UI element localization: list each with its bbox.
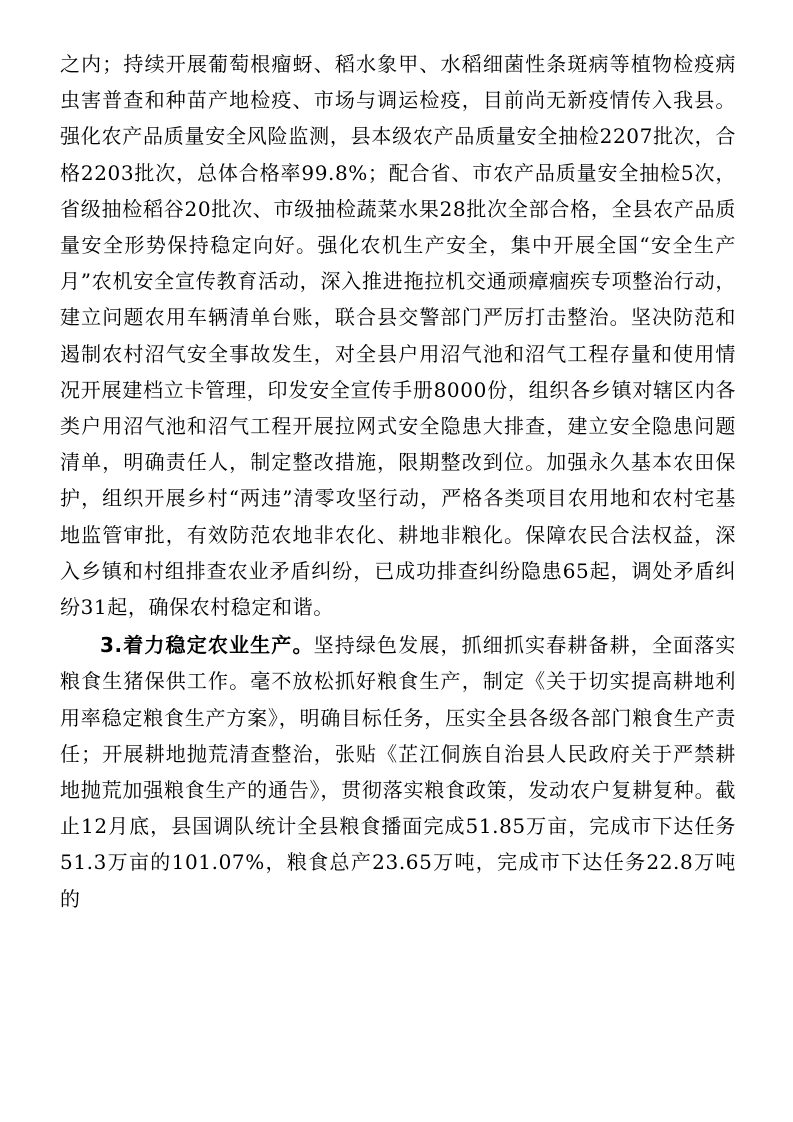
- section-body-3: 坚持绿色发展，抓细抓实春耕备耕，全面落实粮食生猪保供工作。毫不放松抓好粮食生产，制定《关于切实提高耕地利用率稳定粮食生产方案》，明确目标任务，压实全县各级各部门粮食生产责任；开展耕地抛荒清查整治，张贴《芷江侗族自治县人民政府关于严禁耕地抛荒加强粮食生产的通告》，贯彻落实粮食政策，发动农户复耕复种。截止12月底，县国调队统计全县粮食播面完成51.85万亩，完成市下达任务51.3万亩的101.07%，粮食总产23.65万吨，完成市下达任务22.8万吨的: [60, 633, 736, 911]
- body-paragraph-2: [60, 627, 736, 917]
- document-page: [60, 46, 736, 917]
- body-paragraph-1: 之内；持续开展葡萄根瘤蚜、稻水象甲、水稻细菌性条斑病等植物检疫病虫害普查和种苗产地检疫、市场与调运检疫，目前尚无新疫情传入我县。强化农产品质量安全风险监测，县本级农产品质量安全抽检2207批次，合格2203批次，总体合格率99.8%；配合省、市农产品质量安全抽检5次，省级抽检稻谷20批次、市级抽检蔬菜水果28批次全部合格，全县农产品质量安全形势保持稳定向好。强化农机生产安全，集中开展全国“安全生产月”农机安全宣传教育活动，深入推进拖拉机交通顽瘴痼疾专项整治行动，建立问题农用车辆清单台账，联合县交警部门严厉打击整治。坚决防范和遏制农村沼气安全事故发生，对全县户用沼气池和沼气工程存量和使用情况开展建档立卡管理，印发安全宣传手册8000份，组织各乡镇对辖区内各类户用沼气池和沼气工程开展拉网式安全隐患大排查，建立安全隐患问题清单，明确责任人，制定整改措施，限期整改到位。加强永久基本农田保护，组织开展乡村“两违”清零攻坚行动，严格各类项目农用地和农村宅基地监管审批，有效防范农地非农化、耕地非粮化。保障农民合法权益，深入乡镇和村组排查农业矛盾纠纷，已成功排查纠纷隐患65起，调处矛盾纠纷31起，确保农村稳定和谐。: [60, 52, 736, 620]
- section-heading-3: 3.着力稳定农业生产。: [100, 633, 314, 658]
